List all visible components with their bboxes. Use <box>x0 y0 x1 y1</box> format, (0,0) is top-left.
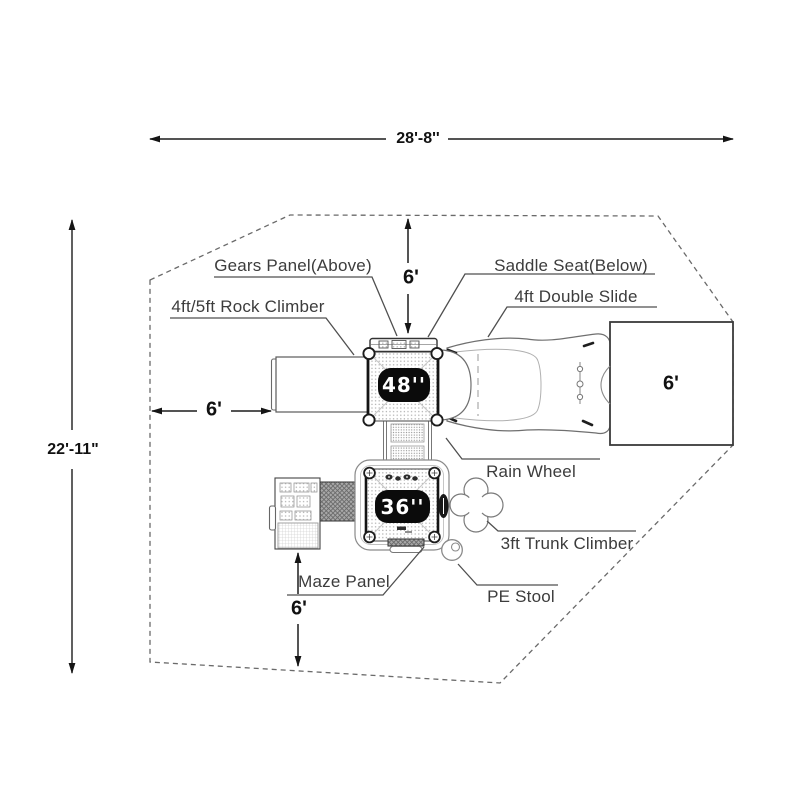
pe-stool-shape <box>442 540 463 561</box>
label-rain-wheel: Rain Wheel <box>486 462 576 481</box>
top-use-zone-dimension: 6' <box>403 266 419 289</box>
label-pe-stool: PE Stool <box>487 587 555 606</box>
trunk-climber-shape <box>450 478 503 532</box>
slide-exit-zone-dimension: 6' <box>663 372 679 395</box>
label-rock-climber: 4ft/5ft Rock Climber <box>171 297 325 316</box>
label-saddle-seat: Saddle Seat(Below) <box>494 256 648 275</box>
label-trunk-climber: 3ft Trunk Climber <box>500 534 634 553</box>
rock-climber-shape <box>272 357 369 412</box>
label-gears-panel: Gears Panel(Above) <box>214 256 372 275</box>
bottom-use-zone-dimension: 6' <box>291 597 307 620</box>
overall-width-dimension: 28'-8'' <box>396 130 440 147</box>
use-zone-boundary <box>150 215 733 683</box>
deck-36-badge: 36'' <box>375 490 430 523</box>
overall-height-dimension: 22'-11" <box>47 441 99 458</box>
deck-48-badge: 48'' <box>378 368 430 402</box>
double-slide-shape <box>441 334 610 434</box>
left-use-zone-dimension: 6' <box>206 398 222 421</box>
bridge-shape <box>384 422 432 465</box>
label-maze-panel: Maze Panel <box>298 572 390 591</box>
maze-panel-shape <box>270 478 358 549</box>
label-double-slide: 4ft Double Slide <box>514 287 638 306</box>
